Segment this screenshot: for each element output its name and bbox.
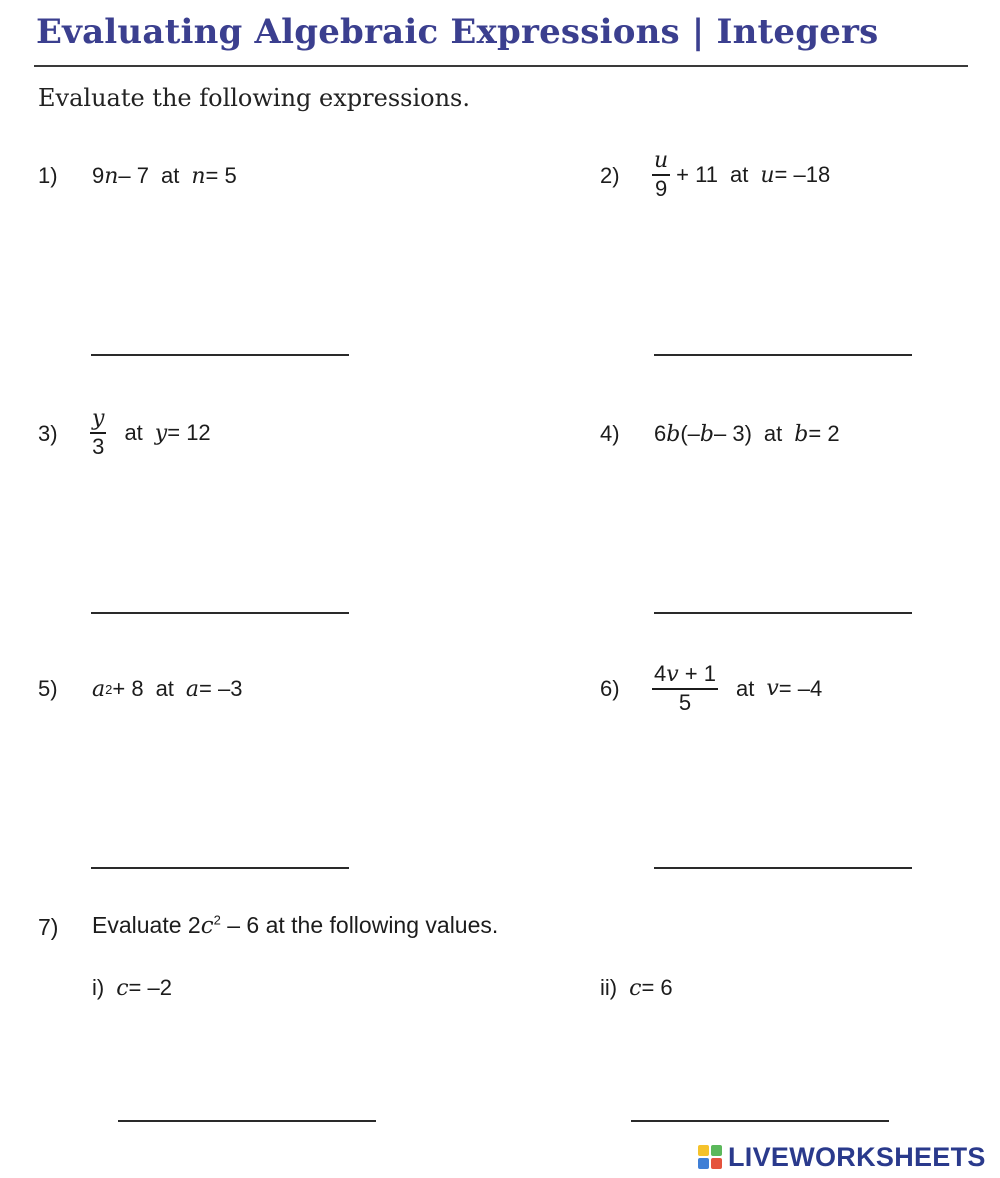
logo-square-1 bbox=[698, 1145, 709, 1156]
problem-4-expression: 6 b (– b – 3) at b = 2 bbox=[654, 421, 840, 447]
answer-line-7i[interactable] bbox=[118, 1120, 376, 1122]
problem-3-fraction: $\frac{y}{3}$ bbox=[92, 406, 105, 459]
problem-5-number: 5) bbox=[38, 676, 58, 701]
liveworksheets-logo bbox=[698, 1140, 986, 1174]
logo-square-3 bbox=[698, 1158, 709, 1169]
answer-line-6[interactable] bbox=[654, 867, 912, 869]
logo-text: LIVEWORKSHEETS bbox=[728, 1141, 986, 1172]
problem-6-fraction: $\frac{4v + 1}{5}$ bbox=[654, 661, 716, 715]
title-divider bbox=[34, 65, 968, 67]
problem-2-number: 2) bbox=[600, 163, 620, 188]
answer-line-5[interactable] bbox=[91, 867, 349, 869]
logo-square-4 bbox=[711, 1158, 722, 1169]
logo-mark-icon bbox=[698, 1145, 722, 1169]
answer-line-3[interactable] bbox=[91, 612, 349, 614]
problem-1-expression: 9 n – 7 at n = 5 bbox=[92, 163, 237, 189]
problem-2-fraction: $\frac{u}{9}$ bbox=[654, 148, 669, 201]
problem-2-expression: $\frac{u}{9}$ + 11 at u = –18 bbox=[654, 148, 831, 201]
problem-4-number: 4) bbox=[600, 421, 620, 446]
problem-1-number: 1) bbox=[38, 163, 58, 188]
problem-7-part-i: i) c = –2 bbox=[92, 975, 172, 1001]
problem-7-prompt: Evaluate $2c^2 - 6$ at the following values. bbox=[92, 912, 499, 939]
problem-5-expression: a 2 + 8 at a = –3 bbox=[92, 676, 243, 702]
problem-7-number: 7) bbox=[38, 914, 59, 940]
problem-7-part-ii: ii) c = 6 bbox=[600, 975, 673, 1001]
problem-6-number: 6) bbox=[600, 676, 620, 701]
page-title: Evaluating Algebraic Expressions | Integers bbox=[36, 12, 879, 52]
answer-line-7ii[interactable] bbox=[631, 1120, 889, 1122]
answer-line-4[interactable] bbox=[654, 612, 912, 614]
problem-6-expression: $\frac{4v + 1}{5}$ at v = –4 bbox=[654, 661, 823, 715]
problem-3-expression: $\frac{y}{3}$ at y = 12 bbox=[92, 406, 211, 459]
answer-line-1[interactable] bbox=[91, 354, 349, 356]
logo-square-2 bbox=[711, 1145, 722, 1156]
instructions: Evaluate the following expressions. bbox=[38, 84, 470, 112]
answer-line-2[interactable] bbox=[654, 354, 912, 356]
problem-3-number: 3) bbox=[38, 421, 58, 446]
